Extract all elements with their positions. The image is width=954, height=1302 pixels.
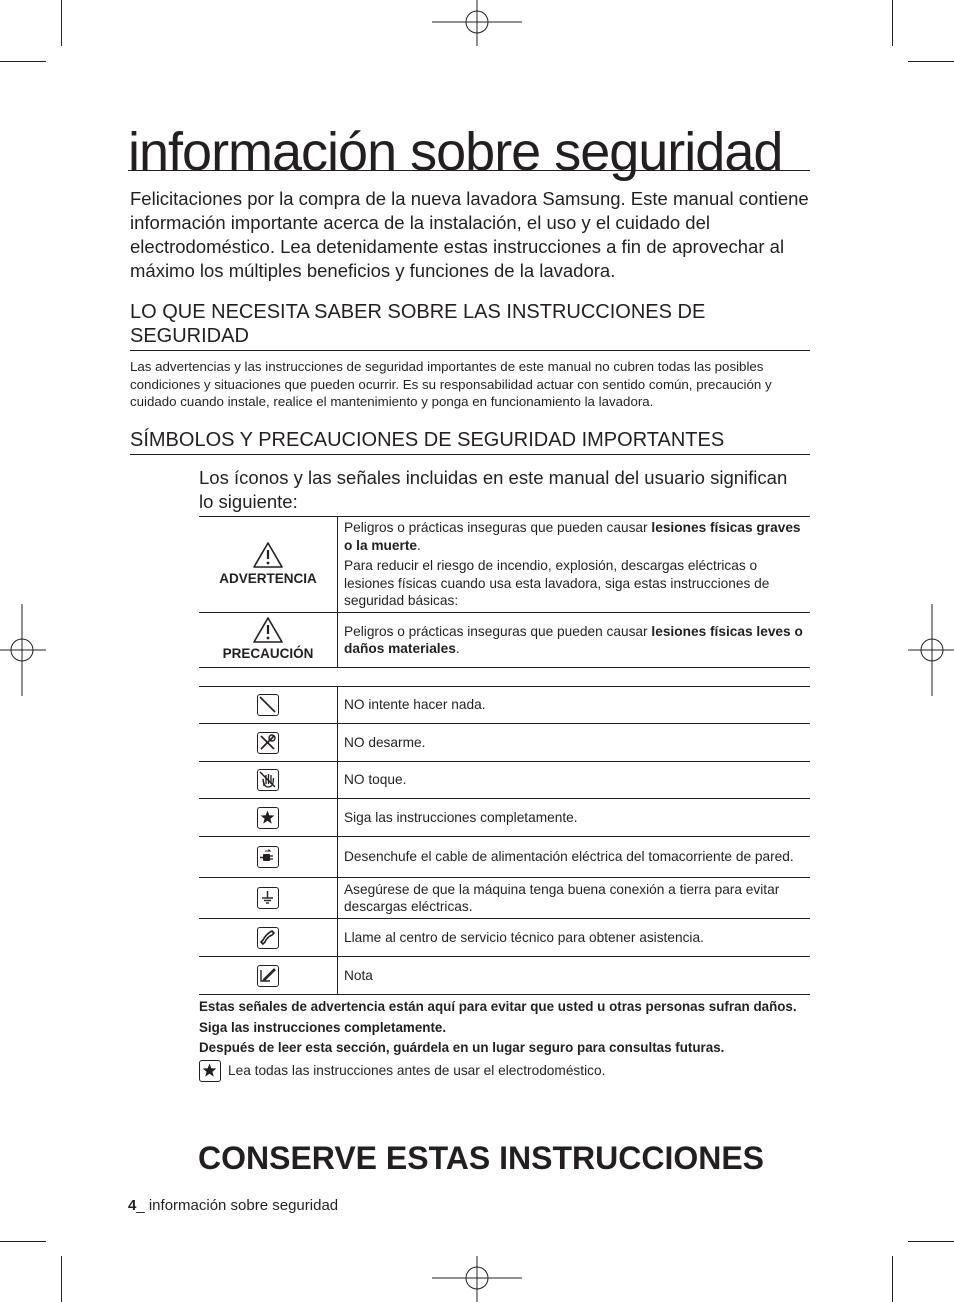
caution-text-bold: lesiones físicas leves o daños materiales: [344, 623, 803, 656]
table-row: [199, 687, 810, 724]
table-row: [199, 957, 810, 995]
page-footer: [128, 1196, 338, 1216]
crop-mark: [0, 1241, 46, 1242]
page-title: información sobre seguridad: [128, 122, 810, 171]
conserve-heading: CONSERVE ESTAS INSTRUCCIONES: [198, 1140, 765, 1176]
table-row: [199, 919, 810, 957]
warning-triangle-icon: [253, 542, 283, 568]
safety-note: Estas señales de advertencia están aquí para evitar que usted u otras personas sufran daños.: [199, 999, 797, 1014]
star-follow-icon: [257, 807, 279, 829]
table-spacer: [199, 668, 810, 687]
symbol-text: Desenchufe el cable de alimentación eléctrica del tomacorriente de pared.: [338, 837, 811, 878]
footer-text: _ información sobre seguridad: [136, 1197, 339, 1214]
table-row: [199, 517, 810, 613]
crop-mark: [892, 1256, 893, 1302]
symbols-table: [199, 516, 810, 995]
warning-detail: Para reducir el riesgo de incendio, explosión, descargas eléctricas o lesiones físicas cuando usa esta lavadora, siga estas instrucciones de seguridad básicas:: [344, 558, 770, 609]
warning-label: ADVERTENCIA: [219, 570, 317, 586]
table-row: [199, 837, 810, 878]
crop-mark: [892, 0, 893, 46]
section-heading-instructions: LO QUE NECESITA SABER SOBRE LAS INSTRUCCIONES DE SEGURIDAD: [130, 300, 810, 351]
symbol-text: Llame al centro de servicio técnico para obtener asistencia.: [338, 919, 811, 957]
crop-mark: [908, 1241, 954, 1242]
safety-note: Siga las instrucciones completamente.: [199, 1019, 447, 1035]
safety-notes: [199, 997, 819, 1059]
registration-mark-icon: [0, 604, 46, 696]
crop-mark: [61, 0, 62, 46]
table-row: [199, 878, 810, 919]
symbol-text: NO intente hacer nada.: [338, 687, 811, 724]
caution-triangle-icon: [253, 617, 283, 643]
registration-mark-icon: [432, 0, 522, 46]
section-body-instructions: Las advertencias y las instrucciones de seguridad importantes de este manual no cubren todas las posibles condiciones y situaciones que pueden ocurrir. Es su responsabilidad actuar con sentido común, precaución y cuidado cuando instale, realice el mantenimiento y ponga en funcionamiento la lavadora.: [130, 359, 772, 409]
warning-description: [344, 519, 804, 554]
safety-note: Después de leer esta sección, guárdela en un lugar seguro para consultas futuras.: [199, 1040, 725, 1055]
read-all-text: Lea todas las instrucciones antes de usar el electrodoméstico.: [228, 1063, 606, 1078]
table-row: [199, 724, 810, 762]
symbol-text: Asegúrese de que la máquina tenga buena conexión a tierra para evitar descargas eléctricas.: [338, 878, 811, 919]
table-row: [199, 762, 810, 799]
no-touch-icon: [257, 769, 279, 791]
caution-label: PRECAUCIÓN: [222, 646, 314, 662]
phone-icon: [257, 927, 279, 949]
symbol-text: NO toque.: [338, 762, 811, 799]
caution-text: Peligros o prácticas inseguras que pueden causar: [344, 623, 652, 639]
warning-text: Peligros o prácticas inseguras que pueden causar: [344, 520, 652, 536]
caution-text-suffix: .: [455, 641, 460, 656]
table-row: [199, 799, 810, 837]
crop-mark: [61, 1256, 62, 1302]
no-disassemble-icon: [257, 732, 279, 754]
registration-mark-icon: [908, 604, 954, 696]
note-icon: [257, 965, 279, 987]
ground-icon: [257, 887, 279, 909]
symbol-text: NO desarme.: [338, 724, 811, 762]
prohibited-icon: [257, 694, 279, 716]
warning-text-bold: lesiones físicas graves o la muerte: [344, 520, 801, 553]
caution-description: [344, 623, 804, 658]
symbol-text: Siga las instrucciones completamente.: [338, 799, 811, 837]
crop-mark: [908, 61, 954, 62]
read-all-note: [199, 1059, 819, 1083]
warning-text-suffix: .: [417, 537, 421, 553]
page-number: 4: [128, 1197, 137, 1214]
crop-mark: [0, 61, 46, 62]
intro-paragraph: Felicitaciones por la compra de la nueva lavadora Samsung. Este manual contiene información importante acerca de la instalación, el uso y el cuidado del electrodoméstico. Lea detenidamente estas instrucciones a fin de aprovechar al máximo los múltiples beneficios y funciones de la lavadora.: [130, 188, 809, 281]
table-row: [199, 613, 810, 668]
symbols-lead: Los íconos y las señales incluidas en este manual del usuario significan lo siguiente:: [199, 467, 788, 512]
star-follow-icon: [199, 1060, 221, 1082]
section-heading-symbols: SÍMBOLOS Y PRECAUCIONES DE SEGURIDAD IMPORTANTES: [130, 428, 810, 455]
unplug-icon: [257, 846, 279, 868]
symbol-text: Nota: [338, 957, 811, 995]
registration-mark-icon: [432, 1256, 522, 1302]
